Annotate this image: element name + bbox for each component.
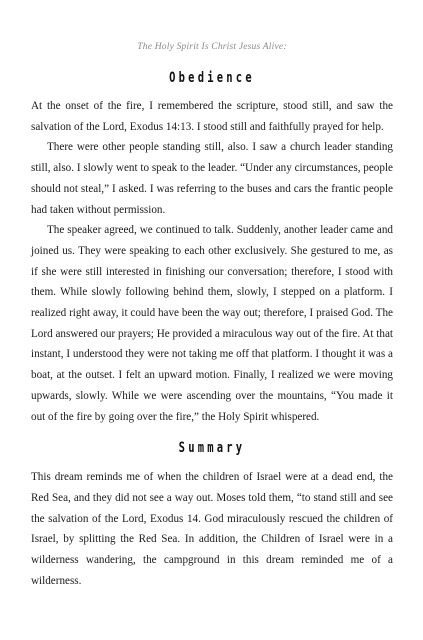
paragraph: The speaker agreed, we continued to talk. Suddenly, another leader came and joined us. They were speaking to each other exclusively. She gestured to me, as if she were still interested in finishing our conversation; therefore, I stood with them. While slowly following behind them, slowly, I stepped on a platform. I realized right away, it could have been the way out; therefore, I praised God. The Lord answered our prayers; He provided a miraculous way out of the fire. At that instant, I understood they were not taking me off that platform. I thought it was a boat, at the outset. I felt an upward motion. Finally, I realized we were moving upwards, slowly. While we were ascending over the mountains, “You made it out of the fire by going over the fire,” the Holy Spirit whispered. [31, 224, 393, 423]
section-heading-obedience: Obedience [169, 69, 255, 87]
book-page [31, 0, 393, 591]
section-heading-summary: Summary [178, 440, 246, 457]
paragraph: At the onset of the fire, I remembered the scripture, stood still, and saw the salvation of the Lord, Exodus 14:13. I stood still and faithfully prayed for help. [31, 100, 393, 133]
paragraph: This dream reminds me of when the children of Israel were at a dead end, the Red Sea, and they did not see a way out. Moses told them, “to stand still and see the salvation of the Lord, Exodus 14. God miraculously rescued the children of Israel, by splitting the Red Sea. In addition, the Children of Israel were in a wilderness wandering, the campground in this dream reminded me of a wilderness. [31, 471, 393, 587]
paragraph: There were other people standing still, also. I saw a church leader standing still, also. I slowly went to speak to the leader. “Under any circumstances, people should not steal,” I asked. I was referring to the buses and cars the frantic people had taken without permission. [31, 141, 393, 216]
running-header: The Holy Spirit Is Christ Jesus Alive: [137, 42, 287, 52]
